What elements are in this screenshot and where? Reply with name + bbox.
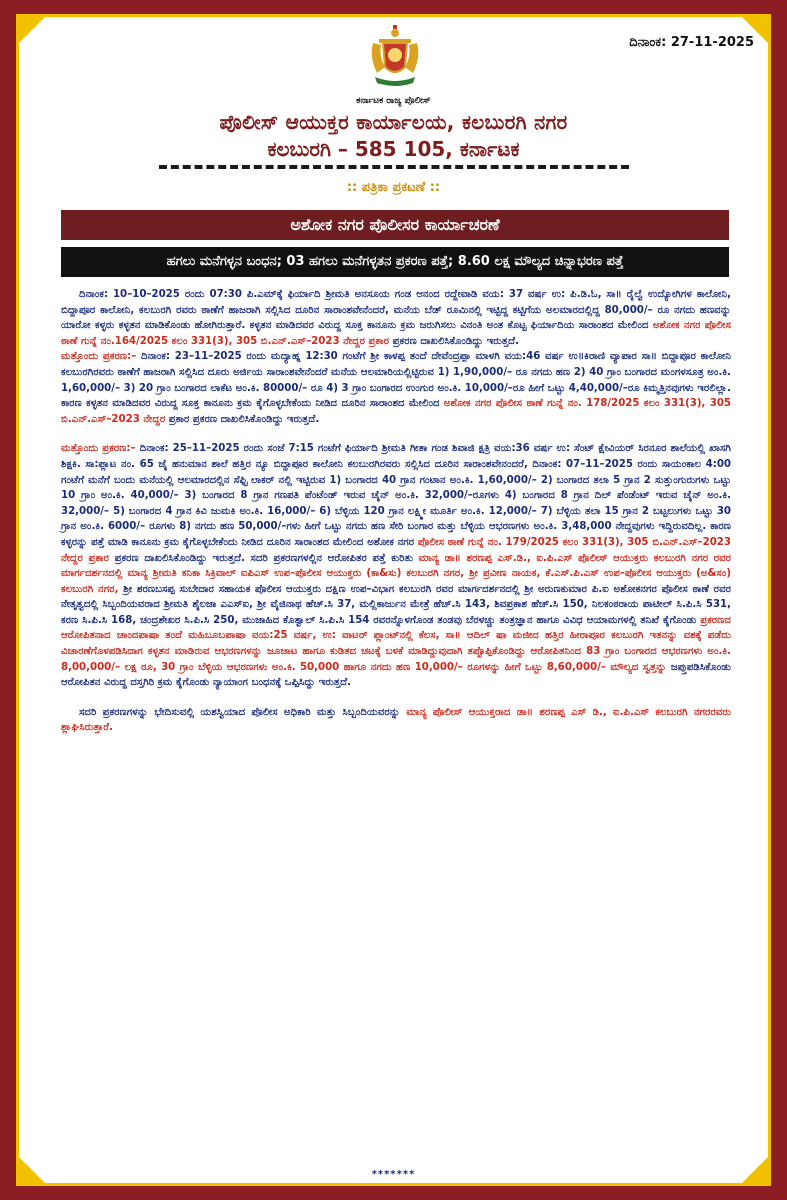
supervisors-highlight: ಮಾನ್ಯ ಡಾ॥ ಶರಣಪ್ಪ ಎಸ್.ಡಿ., ಐ.ಪಿ.ಎಸ್ ಪೊಲೀಸ್ ಆಯುಕ್ತರು ಕಲಬುರಗಿ ನಗರ ರವರ ಮಾರ್ಗದರ್ಶನದಲ್ಲಿ ಮಾನ್ಯ ಶ್ರೀಮತಿ ಕನಿಕಾ ಸಿಕ್ರಿವಾಲ್ ಐಪಿಎಸ್ ಉಪ–ಪೊಲೀಸ ಆಯುಕ್ತರು (ಕಾ&ಸು) ಕಲಬುರಗಿ ನಗರ, ಶ್ರೀ ಪ್ರವೀಣ ನಾಯಕ, ಕೆ.ಎಸ್.ಪಿ.ಎಸ್ ಉಪ–ಪೊಲೀಸ ಆಯುಕ್ತರು (ಅ&ಸಂ) ಕಲಬುರಗಿ ನಗರ, bbox=[61, 552, 732, 595]
state-police-label: ಕರ್ನಾಟಕ ರಾಜ್ಯ ಪೊಲೀಸ್ bbox=[356, 96, 431, 106]
paragraph-gap bbox=[61, 427, 731, 441]
case-2-end: ಪ್ರಕಾರ ಪ್ರಕರಣ ದಾಖಲಿಸಿಕೊಂಡಿದ್ದು ಇರುತ್ತದೆ. bbox=[165, 413, 320, 425]
case-1-paragraph bbox=[61, 287, 731, 349]
headline-banner: ಅಶೋಕ ನಗರ ಪೊಲೀಸರ ಕಾರ್ಯಾಚರಣೆ bbox=[61, 210, 729, 240]
press-release-label: :: ಪತ್ರಿಕಾ ಪ್ರಕಟಣೆ :: bbox=[346, 180, 441, 195]
investigation-team-text: ಶ್ರೀ ಶರಣಬಸಪ್ಪ ಸುಬೇದಾರ ಸಹಾಯಕ ಪೊಲೀಸ ಆಯುಕ್ತರು ದಕ್ಷಿಣ ಉಪ–ವಿಭಾಗ ಕಲಬುರಗಿ ರವರ ಮಾರ್ಗದರ್ಶನದಲ್ಲಿ ಶ್ರೀ ಅರುಣಕುಮಾರ ಪಿ.ಐ ಅಶೋಕನಗರ ಪೊಲೀಸ ಠಾಣೆ ರವರ ನೇತೃತ್ವದಲ್ಲಿ ಸಿಬ್ಬಂದಿಯವರಾದ ಶ್ರೀಮತಿ ಶೈಲಜಾ ಎಎಸ್‌ಐ, ಶ್ರೀ ವೈಜಿನಾಥ ಹೆಚ್.ಸಿ 37, ಮಲ್ಲಿಕಾರ್ಜುನ ಮೇತ್ರೆ ಹೆಚ್.ಸಿ 143, ಶಿವಪ್ರಕಾಶ ಹೆಚ್.ಸಿ 150, ನಿಲಕಂಠರಾಯ ಪಾಟೀಲ್ ಸಿ.ಪಿ.ಸಿ 531, ಕರಣ ಸಿ.ಪಿ.ಸಿ 168, ಚಂದ್ರಶೇಖರ ಸಿ.ಪಿ.ಸಿ 250, ಮುಜಾಹಿದ ಕೊತ್ವಾಲ್ ಸಿ.ಪಿ.ಸಿ 154 ರವರನ್ನೊಳಗೊಂಡ ತಂಡವು ಬೆರಳಚ್ಚು ತಂತ್ರಜ್ಞಾನ ಹಾಗೂ ವಿವಿಧ ಆಯಾಮಗಳಲ್ಲಿ ತನಿಖೆ ಕೈಗೊಂಡು bbox=[61, 583, 731, 626]
case-3-paragraph bbox=[61, 441, 731, 691]
closing-stars: ******* bbox=[371, 1169, 416, 1180]
accused-recovery-highlight: ಪ್ರಕರಣದ ಆರೋಪಿತನಾದ ಚಾಂದಪಾಷಾ ತಂದೆ ಮಹಿಬೂಬಪಾಷಾ ವಯ:25 ವರ್ಷ, ಉ: ವಾಟರ್ ಪ್ಲಾಂಟ್‌ನಲ್ಲಿ ಕೆಲಸ, ಸಾ॥ ಆದಿಲ್ ಷಾ ಮಜೀದ ಹತ್ತಿರ ಹೀರಾಪೂರ ಕಲಬುರಗಿ ಇತನನ್ನು ವಶಕ್ಕೆ ಪಡೆದು ವಿಚಾರಣೆಗೊಳಪಡಿಸಿದಾಗ ಕಳ್ಳತನ ಮಾಡಿರುವ ಆಭರಣಗಳನ್ನು ಜೂಜಾಟ ಹಾಗೂ ಕುಡಿತದ ಚಟಕ್ಕೆ ಬಳಕೆ ಮಾಡಿದ್ದುವುದಾಗಿ ತಪ್ಪೊಪ್ಪಿಕೊಂಡಿದ್ದು ಆರೋಪಿತನಿಂದ 83 ಗ್ರಾಂ ಬಂಗಾರದ ಆಭರಣಗಳು ಅಂ.ಕಿ. 8,00,000/– ಲಕ್ಷ ರೂ, 30 ಗ್ರಾಂ ಬೆಳ್ಳಿಯ ಆಭರಣಗಳು ಅಂ.ಕಿ. 50,000 ಹಾಗೂ ನಗದು ಹಣ 10,000/– ರೂಗಳನ್ನು ಹೀಗೆ ಒಟ್ಟು 8,60,000/– ಮೌಲ್ಯದ ಸ್ವತ್ತನ್ನು bbox=[61, 614, 731, 673]
corner-ornament bbox=[19, 17, 45, 43]
release-body bbox=[61, 287, 731, 736]
header-divider bbox=[159, 165, 629, 169]
case-3-fir-highlight: ಪೊಲೀಸ ಠಾಣೆ ಗುನ್ನೆ ನಂ. 179/2025 ಕಲಂ 331(3), 305 ಬಿ.ಎನ್.ಎಸ್–2023 ನೇದ್ದರ ಪ್ರಕಾರ bbox=[61, 536, 731, 564]
case-3-label: ಮತ್ತೊಂದು ಪ್ರಕರಣ:– bbox=[61, 443, 136, 455]
paragraph-gap bbox=[61, 691, 731, 705]
case-3-end: ಪ್ರಕರಣ ದಾಖಲಿಸಿಕೊಂಡಿದ್ದು ಇರುತ್ತದೆ. ಸದರಿ ಪ್ರಕರಣಗಳಲ್ಲಿನ ಆರೋಪಿತರ ಪತ್ತೆ ಕುರಿತು bbox=[109, 552, 419, 564]
office-title: ಪೊಲೀಸ್ ಆಯುಕ್ತರ ಕಾರ್ಯಾಲಯ, ಕಲಬುರಗಿ ನಗರ bbox=[219, 110, 568, 134]
case-2-fir-highlight: ಅಶೋಕ ನಗರ ಪೊಲೀಸ ಠಾಣೆ ಗುನ್ನೆ ನಂ. 178/2025 ಕಲಂ 331(3), 305 ಬಿ.ಎನ್.ಎಸ್–2023 ನೇದ್ದರ bbox=[61, 398, 731, 425]
investigation-end: ಜಪ್ತುಪಡಿಸಿಕೊಂಡು ಆರೋಪಿತನ ವಿರುದ್ದ ದಸ್ತಗಿರಿ ಕ್ರಮ ಕೈಗೊಂಡು ನ್ಯಾಯಾಂಗ ಬಂಧನಕ್ಕೆ ಒಪ್ಪಿಸಿದ್ದು ಇರುತ್ತದೆ. bbox=[61, 661, 731, 689]
case-1-fir-highlight: ಅಶೋಕ ನಗರ ಪೊಲೀಸ ಠಾಣೆ ಗುನ್ನೆ ನಂ.164/2025 ಕಲಂ 331(3), 305 ಬಿ.ಎನ್.ಎಸ್–2023 ನೇದ್ದರ ಪ್ರಕಾರ bbox=[61, 320, 731, 347]
case-1-text: ದಿನಾಂಕ: 10–10–2025 ರಂದು 07:30 ಪಿ.ಎಮ್‌ಕ್ಕೆ ಫಿರ್ಯಾದಿ ಶ್ರೀಮತಿ ಅನಸೂಯ ಗಂಡ ಆನಂದ ರದ್ದೇವಾಡಿ ವಯ: 37 ವರ್ಷ ಉ: ಪಿ.ಡಿ.ಓ, ಸಾ॥ ರೈಲ್ವೆ ಉದ್ಯೋಗಿಗಳ ಕಾಲೋನಿ, ಬಿದ್ದಾಪೂರ ಕಾಲೋನಿ, ಕಲಬುರಗಿ ರವರು ಠಾಣೆಗೆ ಹಾಜರಾಗಿ ಸಲ್ಲಿಸಿದ ದೂರಿನ ಸಾರಾಂಶವೇನೆಂದರೆ, ಮನೆಯ ಬೆಡ್ ರೂಮಿನಲ್ಲಿ ಇಟ್ಟಿದ್ದ ಕಟ್ಟಿಗೆಯ ಅಲಮಾರದಲ್ಲಿದ್ದ 80,000/– ರೂ ನಗದು ಹಣವನ್ನು ಯಾರೋ ಕಳ್ಳರು ಕಳ್ಳತನ ಮಾಡಿಕೊಂಡು ಹೋಗಿರುತ್ತಾರೆ. ಕಳ್ಳತನ ಮಾಡಿದವರ ವಿರುದ್ದ ಸೂಕ್ತ ಕಾನೂನು ಕ್ರಮ ಜರುಗಿಸಲು ವಿನಂತಿ ಅಂತ ಕೊಟ್ಟ ಫಿರ್ಯಾದಿಯ ಸಾರಾಂಶದ ಮೇಲಿಂದ bbox=[61, 289, 731, 332]
release-date: ದಿನಾಂಕ: 27-11-2025 bbox=[629, 35, 754, 50]
case-2-label: ಮತ್ತೊಂದು ಪ್ರಕರಣ:– bbox=[61, 351, 137, 363]
case-3-text: ದಿನಾಂಕ: 25–11–2025 ರಂದು ಸಂಜೆ 7:15 ಗಂಟೆಗೆ ಫಿರ್ಯಾದಿ ಶ್ರೀಮತಿ ಗೀತಾ ಗಂಡ ಶಿವಾಜಿ ಕ್ಷತ್ರಿ ವಯ:36 ವರ್ಷ ಉ: ಸೆಂಟ್ ಕ್ಷೇವಿಯರ್ ಸಿರನೂರ ಶಾಲೆಯಲ್ಲಿ ಖಾಸಗಿ ಶಿಕ್ಷಕಿ. ಸಾ:ಪ್ಲಾಟ ನಂ. 65 ಜೈ ಹನುಮಾನ ಶಾಲೆ ಹತ್ತಿರ ನ್ಯೂ ಬಿದ್ದಾಪೂರ ಕಾಲೋನಿ ಕಲಬುರಗಿರವರು ಸಲ್ಲಿಸಿದ ದೂರಿನ ಸಾರಾಂಶವೇನಂದರೆ, ದಿನಾಂಕ: 07–11–2025 ರಂದು ಸಾಯಂಕಾಲ 4:00 ಗಂಟೆಗೆ ಮನೆಗೆ ಬಂದು ಮನೆಯಲ್ಲಿ ಆಲಮಾರದಲ್ಲಿನ ಸೆಫ್ಟಿ ಲಾಕರ್ ನಲ್ಲಿ ಇಟ್ಟಿರುವ 1) ಬಂಗಾರದ 40 ಗ್ರಾನ ಗಂಟಾನ ಅಂ.ಕಿ. 1,60,000/– 2) ಬಂಗಾರದ ತಲಾ 5 ಗ್ರಾನ 2 ಸುತ್ತುಂಗುರುಗಳು ಒಟ್ಟು 10 ಗ್ರಾಂ ಅಂ.ಕಿ. 40,000/– 3) ಬಂಗಾರದ 8 ಗ್ರಾನ ಗಣಪತಿ ಪೆಂಟೆಂಡ್ ಇರುವ ಚೈನ್ ಅಂ.ಕಿ. 32,000/–ರೂಗಳು 4) ಬಂಗಾರದ 8 ಗ್ರಾನ ದಿಲ್ ಪೆಂಡೆಂಟ್ ಇರುವ ಚೈನ್ ಅಂ.ಕಿ. 32,000/– 5) ಬಂಗಾರದ 4 ಗ್ರಾನ ಕಿವಿ ಜುಮಕಿ ಅಂ.ಕಿ. 16,000/– 6) ಬೆಳ್ಳಿಯ 120 ಗ್ರಾನ ಲಕ್ಷ್ಮೀ ಮೂರ್ತಿ ಅಂ.ಕಿ. 12,000/– 7) ಬೆಳ್ಳಿಯ ತಲಾ 15 ಗ್ರಾನ 2 ಬಟ್ಟಲುಗಳು ಒಟ್ಟು 30 ಗ್ರಾನ ಅಂ.ಕಿ. 6000/– ರೂಗಳು 8) ನಗದು ಹಣ 50,000/–ಗಳು ಹೀಗೆ ಒಟ್ಟು ನಗದು ಹಣ ಸೇರಿ ಬಂಗಾರ ಮತ್ತು ಬೆಳ್ಳಿಯ ಆಭರಣಗಳು ಅಂ.ಕಿ. 3,48,000 ನೇದ್ದವುಗಳು ಇದ್ದಿರುವದಿಲ್ಲ. ಕಾರಣ ಕಳ್ಳರನ್ನು ಪತ್ತೆ ಮಾಡಿ ಕಾನೂನು ಕ್ರಮ ಕೈಗೊಳ್ಳಬೇಕೆಂದು ನೀಡಿದ ದೂರಿನ ಸಾರಾಂಶದ ಮೇಲಿಂದ ಅಶೋಕ ನಗರ bbox=[61, 443, 731, 548]
subheadline-banner: ಹಗಲು ಮನೆಗಳ್ಳನ ಬಂಧನ; 03 ಹಗಲು ಮನೆಗಳ್ಳತನ ಪ್ರಕರಣ ಪತ್ತೆ; 8.60 ಲಕ್ಷ ಮೌಲ್ಯದ ಚಿನ್ನಾಭರಣ ಪತ್ತೆ bbox=[61, 247, 729, 277]
case-2-paragraph bbox=[61, 349, 731, 427]
office-address: ಕಲಬುರಗಿ – 585 105, ಕರ್ನಾಟಕ bbox=[267, 137, 520, 161]
case-2-text: ದಿನಾಂಕ: 23–11–2025 ರಂದು ಮದ್ಯಾಹ್ನ 12:30 ಗಂಟೆಗೆ ಶ್ರೀ ಕಾಳಪ್ಪ ತಂದೆ ದೇವೆಂದ್ರಪ್ಪಾ ಮಾಳಗಿ ವಯ:46 ವರ್ಷ ಉ॥ಕಿರಾಣಿ ವ್ಯಾಪಾರ ಸಾ॥ ಬಿದ್ದಾಪೂರ ಕಾಲೋನಿ ಕಲಬುರಗಿರವರು ಠಾಣೆಗೆ ಹಾಜರಾಗಿ ಸಲ್ಲಿಸಿದ ದೂರು ಅರ್ಜಿಯ ಸಾರಾಂಶವೇನೆಂದರೆ ಮನೆಯ ಆಲಮಾರಿಯಲ್ಲಿಟ್ಟಿರುವ 1) 1,90,000/– ರೂ ನಗದು ಹಣ 2) 40 ಗ್ರಾಂ ಬಂಗಾರದ ಮಂಗಳಸೂತ್ರ ಅಂ.ಕಿ. 1,60,000/– 3) 20 ಗ್ರಾಂ ಬಂಗಾರದ ಲಾಕೆಟ ಅಂ.ಕಿ. 80000/– ರೂ 4) 3 ಗ್ರಾಂ ಬಂಗಾರದ ಉಂಗುರ ಅಂ.ಕಿ. 10,000/–ರೂ ಹೀಗೆ ಒಟ್ಟು 4,40,000/–ರೂ ಕಿಮ್ಮತ್ತಿನವುಗಳು ಇರಲಿಲ್ಲಾ. ಕಾರಣ ಕಳ್ಳತನ ಮಾಡಿದವರ ವಿರುದ್ದ ಸೂಕ್ತ ಕಾನೂನು ಕ್ರಮ ಕೈಗೊಳ್ಳಬೇಕೆಂದು ನೀಡಿದ ದೂರಿನ ಸಾರಾಂಶದ ಮೇಲಿಂದ bbox=[61, 351, 731, 410]
commissioner-praise-highlight: ಮಾನ್ಯ ಪೊಲೀಸ್ ಆಯುಕ್ತರಾದ ಡಾ॥ ಶರಣಪ್ಪ ಎಸ್ ಡಿ., ಐ.ಪಿ.ಎಸ್ ಕಲಬುರಗಿ ನಗರರವರು ಶ್ಲಾಘಿಸಿರುತ್ತಾರೆ. bbox=[61, 706, 731, 734]
press-release-sheet bbox=[16, 14, 771, 1186]
case-1-end: ಪ್ರಕರಣ ದಾಖಲಿಸಿಕೊಂಡಿದ್ದು ಇರುತ್ತದೆ. bbox=[389, 335, 519, 347]
closing-paragraph bbox=[61, 705, 731, 736]
closing-text: ಸದರಿ ಪ್ರಕರಣಗಳನ್ನು ಭೇದಿಸುವಲ್ಲಿ ಯಶಸ್ವಿಯಾದ ಪೊಲೀಸ ಅಧಿಕಾರಿ ಮತ್ತು ಸಿಬ್ಬಂದಿಯವರನ್ನು bbox=[79, 706, 407, 718]
karnataka-police-emblem-icon bbox=[365, 21, 425, 89]
